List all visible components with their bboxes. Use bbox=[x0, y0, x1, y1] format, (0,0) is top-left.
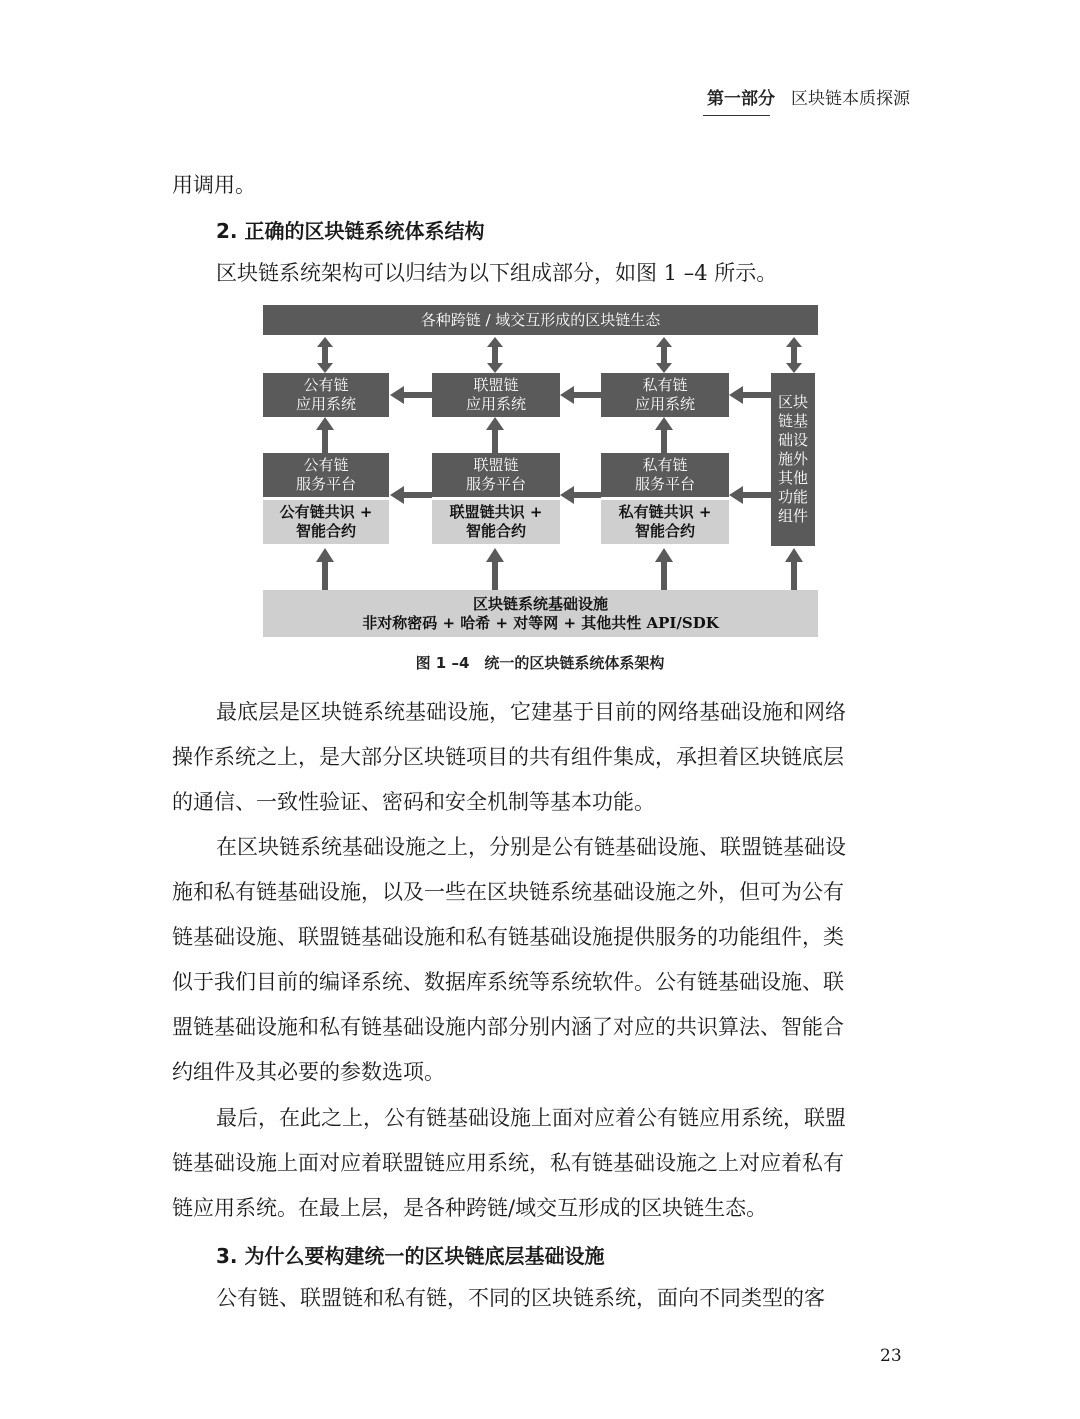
consortium-consensus-line2: 智能合约 bbox=[465, 522, 526, 540]
side-line-1: 区块 bbox=[777, 393, 808, 411]
intro-text: 用调用。 bbox=[172, 173, 256, 197]
para2-line5: 盟链基础设施和私有链基础设施内部分别内涵了对应的共识算法、智能合 bbox=[172, 1015, 844, 1039]
paragraph-3 bbox=[172, 1096, 912, 1231]
header-rule bbox=[703, 115, 770, 116]
side-line-5: 其他 bbox=[777, 469, 808, 487]
base-line1: 区块链系统基础设施 bbox=[472, 594, 608, 613]
header-title: 区块链本质探源 bbox=[791, 89, 910, 109]
para3-line3: 链应用系统。在最上层，是各种跨链/域交互形成的区块链生态。 bbox=[172, 1196, 768, 1220]
private-consensus-line2: 智能合约 bbox=[634, 522, 695, 540]
para2-line4: 似于我们目前的编译系统、数据库系统等系统软件。公有链基础设施、联 bbox=[172, 970, 844, 994]
left-arrow-icon bbox=[560, 486, 601, 504]
left-arrow-icon bbox=[390, 486, 432, 504]
page-number: 23 bbox=[880, 1346, 902, 1366]
public-app-line1: 公有链 bbox=[303, 376, 349, 394]
left-arrow-icon bbox=[560, 386, 601, 404]
up-arrow-icon bbox=[486, 548, 504, 590]
para1-line3: 的通信、一致性验证、密码和安全机制等基本功能。 bbox=[172, 790, 655, 814]
base-line2: 非对称密码 + 哈希 + 对等网 + 其他共性 API/SDK bbox=[362, 613, 719, 632]
side-line-4: 施外 bbox=[777, 450, 808, 468]
base-infrastructure-box bbox=[263, 590, 818, 637]
side-line-7: 组件 bbox=[777, 507, 808, 525]
para2-line1: 在区块链系统基础设施之上，分别是公有链基础设施、联盟链基础设 bbox=[216, 835, 846, 859]
paragraph-2 bbox=[172, 825, 912, 1095]
intro-line bbox=[172, 163, 912, 208]
private-app-line2: 应用系统 bbox=[634, 395, 695, 413]
up-arrow-icon bbox=[486, 417, 504, 453]
ecosystem-box: 各种跨链 / 域交互形成的区块链生态 bbox=[263, 305, 818, 335]
para1-line2: 操作系统之上，是大部分区块链项目的共有组件集成，承担着区块链底层 bbox=[172, 745, 844, 769]
public-consensus-line1: 公有链共识 + bbox=[279, 503, 373, 521]
consortium-app-line2: 应用系统 bbox=[465, 395, 526, 413]
public-platform-line1: 公有链 bbox=[303, 456, 349, 474]
side-line-2: 链基 bbox=[777, 412, 808, 430]
consortium-platform-line1: 联盟链 bbox=[473, 456, 519, 474]
side-line-3: 础设 bbox=[777, 431, 808, 449]
consortium-platform-line2: 服务平台 bbox=[465, 475, 526, 493]
consortium-app-line1: 联盟链 bbox=[473, 376, 519, 394]
up-arrow-icon bbox=[655, 417, 673, 453]
up-arrow-icon bbox=[316, 417, 334, 453]
paragraph-1 bbox=[172, 690, 912, 825]
header-part: 第一部分 bbox=[707, 89, 775, 109]
left-arrow-icon bbox=[729, 386, 771, 404]
architecture-diagram bbox=[263, 305, 818, 637]
diagram-intro-text: 区块链系统架构可以归结为以下组成部分，如图 1 –4 所示。 bbox=[216, 261, 778, 285]
left-arrow-icon bbox=[729, 486, 771, 504]
private-platform-line1: 私有链 bbox=[642, 456, 688, 474]
consortium-consensus-line1: 联盟链共识 + bbox=[449, 503, 543, 521]
private-consensus-line1: 私有链共识 + bbox=[618, 503, 712, 521]
section-heading-2: 2. 正确的区块链系统体系结构 bbox=[216, 219, 485, 243]
last-line bbox=[172, 1276, 912, 1321]
private-app-line1: 私有链 bbox=[642, 376, 688, 394]
public-platform-line2: 服务平台 bbox=[295, 475, 356, 493]
running-header bbox=[707, 84, 910, 109]
figure-caption: 图 1 –4 统一的区块链系统体系架构 bbox=[415, 654, 665, 672]
last-line-text: 公有链、联盟链和私有链，不同的区块链系统，面向不同类型的客 bbox=[216, 1286, 825, 1310]
para3-line1: 最后，在此之上，公有链基础设施上面对应着公有链应用系统，联盟 bbox=[216, 1106, 846, 1130]
private-platform-line2: 服务平台 bbox=[634, 475, 695, 493]
diagram-arrows bbox=[263, 305, 818, 637]
left-arrow-icon bbox=[390, 386, 432, 404]
public-consensus-line2: 智能合约 bbox=[295, 522, 356, 540]
para2-line3: 链基础设施、联盟链基础设施和私有链基础设施提供服务的功能组件，类 bbox=[172, 925, 844, 949]
up-arrow-icon bbox=[785, 548, 803, 590]
para2-line6: 约组件及其必要的参数选项。 bbox=[172, 1060, 445, 1084]
public-app-line2: 应用系统 bbox=[295, 395, 356, 413]
section-heading-3: 3. 为什么要构建统一的区块链底层基础设施 bbox=[216, 1244, 605, 1268]
up-arrow-icon bbox=[316, 548, 334, 590]
up-arrow-icon bbox=[655, 548, 673, 590]
para2-line2: 施和私有链基础设施，以及一些在区块链系统基础设施之外，但可为公有 bbox=[172, 880, 844, 904]
side-line-6: 功能 bbox=[777, 488, 808, 506]
para3-line2: 链基础设施上面对应着联盟链应用系统，私有链基础设施之上对应着私有 bbox=[172, 1151, 844, 1175]
diagram-intro bbox=[172, 251, 912, 296]
para1-line1: 最底层是区块链系统基础设施，它建基于目前的网络基础设施和网络 bbox=[216, 700, 846, 724]
